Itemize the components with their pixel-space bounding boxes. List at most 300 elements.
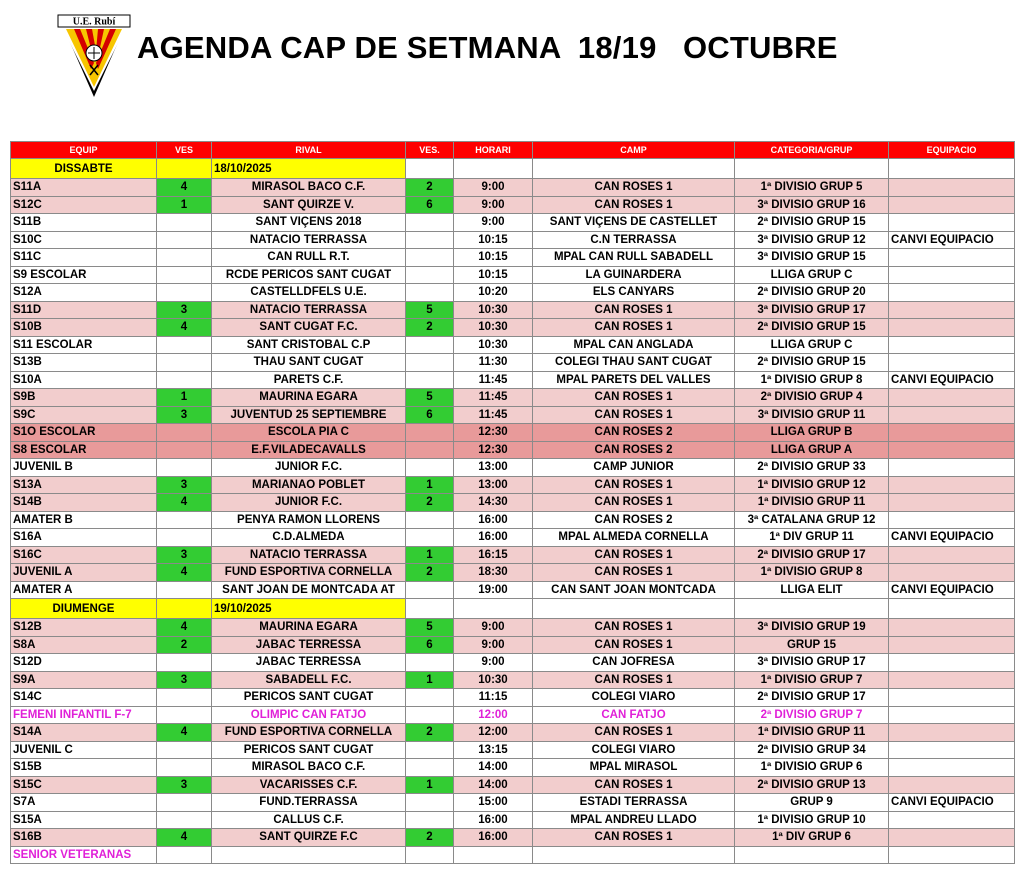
home-score-cell [157,231,212,249]
rival-cell: PERICOS SANT CUGAT [212,741,406,759]
empty-cell [533,159,735,179]
home-score-cell [157,284,212,302]
time-cell: 9:00 [454,654,533,672]
time-cell: 18:30 [454,564,533,582]
time-cell: 16:00 [454,811,533,829]
time-cell: 11:45 [454,371,533,389]
time-cell: 16:15 [454,546,533,564]
team-cell: S9B [11,389,157,407]
field-cell: MPAL ALMEDA CORNELLA [533,529,735,547]
kit-cell [889,564,1015,582]
home-score-cell [157,371,212,389]
home-score-cell: 4 [157,619,212,637]
field-cell: CAN ROSES 1 [533,319,735,337]
kit-cell [889,196,1015,214]
kit-cell [889,811,1015,829]
team-cell: S10B [11,319,157,337]
away-score-cell [406,266,454,284]
away-score-cell: 2 [406,829,454,847]
table-row [11,494,1015,512]
category-cell: 1ª DIVISIO GRUP 8 [735,564,889,582]
table-row [11,196,1015,214]
field-cell: CAN ROSES 1 [533,776,735,794]
time-cell: 9:00 [454,179,533,197]
kit-cell [889,319,1015,337]
time-cell: 9:00 [454,214,533,232]
category-cell: 1ª DIVISIO GRUP 6 [735,759,889,777]
column-header-horari: HORARI [454,142,533,159]
kit-cell [889,511,1015,529]
table-row [11,284,1015,302]
table-row [11,511,1015,529]
field-cell: ELS CANYARS [533,284,735,302]
field-cell: CAN ROSES 2 [533,424,735,442]
kit-cell [889,354,1015,372]
category-cell: 2ª DIVISIO GRUP 17 [735,689,889,707]
rival-cell: E.F.VILADECAVALLS [212,441,406,459]
category-cell: 1ª DIV GRUP 11 [735,529,889,547]
team-cell: S7A [11,794,157,812]
team-cell: S15B [11,759,157,777]
table-row [11,441,1015,459]
rival-cell: CALLUS C.F. [212,811,406,829]
away-score-cell [406,214,454,232]
kit-cell [889,671,1015,689]
kit-cell [889,776,1015,794]
category-cell: 3ª DIVISIO GRUP 11 [735,406,889,424]
away-score-cell: 1 [406,671,454,689]
category-cell: 3ª DIVISIO GRUP 12 [735,231,889,249]
column-header-ves: VES [157,142,212,159]
category-cell: 2ª DIVISIO GRUP 13 [735,776,889,794]
day-filler [157,159,212,179]
home-score-cell [157,689,212,707]
category-cell: 1ª DIV GRUP 6 [735,829,889,847]
kit-cell [889,249,1015,267]
kit-cell [889,706,1015,724]
away-score-cell: 2 [406,724,454,742]
category-cell: 3ª CATALANA GRUP 12 [735,511,889,529]
logo-text: U.E. Rubí [72,16,116,28]
category-cell: 3ª DIVISIO GRUP 17 [735,301,889,319]
column-header-equip: EQUIP [11,142,157,159]
rival-cell: MARIANAO POBLET [212,476,406,494]
rival-cell: RCDE PERICOS SANT CUGAT [212,266,406,284]
category-cell: 1ª DIVISIO GRUP 12 [735,476,889,494]
day-filler [157,599,212,619]
time-cell: 14:30 [454,494,533,512]
team-cell: JUVENIL B [11,459,157,477]
kit-cell [889,476,1015,494]
rival-cell: PARETS C.F. [212,371,406,389]
away-score-cell: 1 [406,776,454,794]
home-score-cell: 3 [157,776,212,794]
table-row [11,406,1015,424]
rival-cell: C.D.ALMEDA [212,529,406,547]
team-cell: S12C [11,196,157,214]
kit-cell [889,266,1015,284]
empty-cell [889,599,1015,619]
home-score-cell [157,266,212,284]
day-row-sunday [11,599,1015,619]
field-cell: LA GUINARDERA [533,266,735,284]
category-cell: 3ª DIVISIO GRUP 16 [735,196,889,214]
kit-cell [889,654,1015,672]
time-cell: 9:00 [454,619,533,637]
home-score-cell: 4 [157,494,212,512]
field-cell: COLEGI VIARO [533,741,735,759]
home-score-cell: 4 [157,179,212,197]
rival-cell: PERICOS SANT CUGAT [212,689,406,707]
away-score-cell [406,581,454,599]
table-row [11,371,1015,389]
rival-cell: SANT JOAN DE MONTCADA AT [212,581,406,599]
field-cell: CAN ROSES 1 [533,494,735,512]
table-row [11,389,1015,407]
kit-cell [889,689,1015,707]
category-cell: LLIGA ELIT [735,581,889,599]
table-row [11,424,1015,442]
kit-cell [889,494,1015,512]
empty-cell [406,599,454,619]
table-row [11,776,1015,794]
away-score-cell: 5 [406,301,454,319]
rival-cell: SANT CRISTOBAL C.P [212,336,406,354]
team-cell: S10A [11,371,157,389]
kit-cell [889,179,1015,197]
away-score-cell [406,811,454,829]
field-cell: SANT VIÇENS DE CASTELLET [533,214,735,232]
empty-cell [735,159,889,179]
team-cell: S14C [11,689,157,707]
time-cell: 10:30 [454,319,533,337]
column-header-equipacio: EQUIPACIO [889,142,1015,159]
field-cell: CAN FATJO [533,706,735,724]
team-cell: JUVENIL A [11,564,157,582]
category-cell: 1ª DIVISIO GRUP 5 [735,179,889,197]
kit-cell [889,389,1015,407]
rival-cell: SANT VIÇENS 2018 [212,214,406,232]
header-row [11,142,1015,159]
rival-cell: OLIMPIC CAN FATJO [212,706,406,724]
home-score-cell [157,529,212,547]
team-cell: S16B [11,829,157,847]
field-cell: CAN ROSES 1 [533,196,735,214]
time-cell: 13:15 [454,741,533,759]
category-cell: 3ª DIVISIO GRUP 15 [735,249,889,267]
field-cell: C.N TERRASSA [533,231,735,249]
time-cell: 12:00 [454,724,533,742]
category-cell: 1ª DIVISIO GRUP 11 [735,494,889,512]
category-cell: 1ª DIVISIO GRUP 10 [735,811,889,829]
rival-cell: MIRASOL BACO C.F. [212,179,406,197]
time-cell: 10:20 [454,284,533,302]
field-cell: COLEGI THAU SANT CUGAT [533,354,735,372]
rival-cell: MAURINA EGARA [212,389,406,407]
kit-cell [889,636,1015,654]
time-cell: 10:15 [454,231,533,249]
table-row [11,336,1015,354]
team-cell: S11D [11,301,157,319]
category-cell: 2ª DIVISIO GRUP 15 [735,354,889,372]
schedule-table [10,141,1015,864]
rival-cell: SANT CUGAT F.C. [212,319,406,337]
away-score-cell [406,231,454,249]
team-cell: JUVENIL C [11,741,157,759]
time-cell: 19:00 [454,581,533,599]
home-score-cell: 4 [157,829,212,847]
time-cell: 10:30 [454,301,533,319]
away-score-cell: 5 [406,619,454,637]
home-score-cell [157,741,212,759]
time-cell: 14:00 [454,776,533,794]
home-score-cell: 3 [157,546,212,564]
home-score-cell [157,214,212,232]
table-row [11,319,1015,337]
table-row [11,759,1015,777]
club-crest-logo [56,13,132,99]
field-cell: CAN ROSES 1 [533,724,735,742]
away-score-cell [406,511,454,529]
category-cell: 3ª DIVISIO GRUP 17 [735,654,889,672]
time-cell: 10:30 [454,671,533,689]
rival-cell: NATACIO TERRASSA [212,301,406,319]
away-score-cell [406,689,454,707]
category-cell: GRUP 9 [735,794,889,812]
team-cell: S12A [11,284,157,302]
rival-cell: NATACIO TERRASSA [212,231,406,249]
table-row [11,459,1015,477]
team-cell: S14B [11,494,157,512]
team-cell: S11 ESCOLAR [11,336,157,354]
field-cell: CAN ROSES 1 [533,619,735,637]
away-score-cell: 2 [406,319,454,337]
time-cell: 16:00 [454,829,533,847]
away-score-cell: 2 [406,564,454,582]
away-score-cell [406,284,454,302]
schedule-body [11,159,1015,864]
team-cell: S8A [11,636,157,654]
kit-cell [889,284,1015,302]
away-score-cell [406,354,454,372]
column-header-categoria: CATEGORIA/GRUP [735,142,889,159]
category-cell: 1ª DIVISIO GRUP 11 [735,724,889,742]
home-score-cell: 4 [157,724,212,742]
away-score-cell: 5 [406,389,454,407]
field-cell: CAN SANT JOAN MONTCADA [533,581,735,599]
table-row [11,301,1015,319]
day-date: 18/10/2025 [212,159,406,179]
away-score-cell [406,741,454,759]
away-score-cell: 6 [406,406,454,424]
table-row [11,724,1015,742]
time-cell: 10:30 [454,336,533,354]
kit-cell [889,214,1015,232]
field-cell: MPAL PARETS DEL VALLES [533,371,735,389]
away-score-cell [406,794,454,812]
away-score-cell [406,706,454,724]
field-cell: CAMP JUNIOR [533,459,735,477]
home-score-cell [157,424,212,442]
home-score-cell [157,794,212,812]
kit-cell [889,336,1015,354]
team-cell: S10C [11,231,157,249]
team-cell: S11B [11,214,157,232]
team-cell: S14A [11,724,157,742]
category-cell: LLIGA GRUP C [735,266,889,284]
home-score-cell [157,511,212,529]
away-score-cell [406,371,454,389]
team-cell: S11C [11,249,157,267]
rival-cell: SANT QUIRZE V. [212,196,406,214]
team-cell: S13A [11,476,157,494]
home-score-cell: 1 [157,389,212,407]
away-score-cell: 1 [406,476,454,494]
away-score-cell: 6 [406,636,454,654]
day-date: 19/10/2025 [212,599,406,619]
home-score-cell: 3 [157,476,212,494]
time-cell: 9:00 [454,196,533,214]
day-row-saturday [11,159,1015,179]
away-score-cell [406,424,454,442]
category-cell: 2ª DIVISIO GRUP 17 [735,546,889,564]
time-cell: 16:00 [454,529,533,547]
rival-cell: FUND ESPORTIVA CORNELLA [212,564,406,582]
table-row [11,266,1015,284]
home-score-cell [157,706,212,724]
home-score-cell [157,441,212,459]
time-cell: 11:45 [454,389,533,407]
time-cell: 15:00 [454,794,533,812]
table-row [11,811,1015,829]
category-cell: LLIGA GRUP C [735,336,889,354]
category-cell: 2ª DIVISIO GRUP 33 [735,459,889,477]
field-cell: COLEGI VIARO [533,689,735,707]
time-cell: 10:15 [454,249,533,267]
team-cell: FEMENI INFANTIL F-7 [11,706,157,724]
rival-cell: ESCOLA PIA C [212,424,406,442]
column-header-rival: RIVAL [212,142,406,159]
time-cell: 11:45 [454,406,533,424]
home-score-cell: 4 [157,564,212,582]
field-cell: CAN ROSES 1 [533,389,735,407]
rival-cell: SANT QUIRZE F.C [212,829,406,847]
field-cell: CAN ROSES 1 [533,301,735,319]
team-cell: S1O ESCOLAR [11,424,157,442]
table-row [11,619,1015,637]
field-cell: MPAL CAN RULL SABADELL [533,249,735,267]
table-row [11,564,1015,582]
category-cell: 1ª DIVISIO GRUP 7 [735,671,889,689]
away-score-cell: 2 [406,179,454,197]
field-cell [533,846,735,864]
table-row [11,546,1015,564]
category-cell: 3ª DIVISIO GRUP 19 [735,619,889,637]
kit-cell [889,441,1015,459]
field-cell: CAN ROSES 1 [533,476,735,494]
category-cell: 2ª DIVISIO GRUP 7 [735,706,889,724]
home-score-cell: 1 [157,196,212,214]
kit-cell [889,459,1015,477]
table-row [11,476,1015,494]
field-cell: CAN ROSES 1 [533,406,735,424]
table-row [11,654,1015,672]
home-score-cell [157,354,212,372]
table-row [11,794,1015,812]
team-cell: AMATER A [11,581,157,599]
kit-cell: CANVI EQUIPACIO [889,371,1015,389]
time-cell: 9:00 [454,636,533,654]
kit-cell [889,724,1015,742]
column-header-camp: CAMP [533,142,735,159]
category-cell: GRUP 15 [735,636,889,654]
rival-cell: JABAC TERRESSA [212,654,406,672]
away-score-cell [406,654,454,672]
empty-cell [454,159,533,179]
table-row [11,671,1015,689]
kit-cell: CANVI EQUIPACIO [889,529,1015,547]
away-score-cell: 2 [406,494,454,512]
team-cell: S16A [11,529,157,547]
field-cell: MPAL CAN ANGLADA [533,336,735,354]
home-score-cell [157,336,212,354]
category-cell [735,846,889,864]
rival-cell: FUND.TERRASSA [212,794,406,812]
category-cell: LLIGA GRUP A [735,441,889,459]
team-cell: S9C [11,406,157,424]
category-cell: 1ª DIVISIO GRUP 8 [735,371,889,389]
away-score-cell: 1 [406,546,454,564]
table-row [11,529,1015,547]
kit-cell: CANVI EQUIPACIO [889,794,1015,812]
rival-cell: PENYA RAMON LLORENS [212,511,406,529]
category-cell: 2ª DIVISIO GRUP 20 [735,284,889,302]
home-score-cell [157,759,212,777]
team-cell: S12D [11,654,157,672]
empty-cell [454,599,533,619]
team-cell: S12B [11,619,157,637]
category-cell: 2ª DIVISIO GRUP 4 [735,389,889,407]
rival-cell: JABAC TERRESSA [212,636,406,654]
field-cell: ESTADI TERRASSA [533,794,735,812]
rival-cell: THAU SANT CUGAT [212,354,406,372]
home-score-cell: 4 [157,319,212,337]
rival-cell [212,846,406,864]
team-cell: S15A [11,811,157,829]
kit-cell [889,406,1015,424]
kit-cell [889,829,1015,847]
time-cell: 13:00 [454,476,533,494]
field-cell: MPAL MIRASOL [533,759,735,777]
rival-cell: JUNIOR F.C. [212,459,406,477]
home-score-cell: 3 [157,671,212,689]
table-row [11,689,1015,707]
time-cell: 12:30 [454,424,533,442]
team-cell: SENIOR VETERANAS [11,846,157,864]
home-score-cell [157,249,212,267]
team-cell: S16C [11,546,157,564]
kit-cell [889,741,1015,759]
rival-cell: JUVENTUD 25 SEPTIEMBRE [212,406,406,424]
time-cell: 11:15 [454,689,533,707]
rival-cell: SABADELL F.C. [212,671,406,689]
category-cell: LLIGA GRUP B [735,424,889,442]
kit-cell [889,846,1015,864]
away-score-cell [406,529,454,547]
field-cell: MPAL ANDREU LLADO [533,811,735,829]
time-cell: 12:00 [454,706,533,724]
home-score-cell [157,811,212,829]
